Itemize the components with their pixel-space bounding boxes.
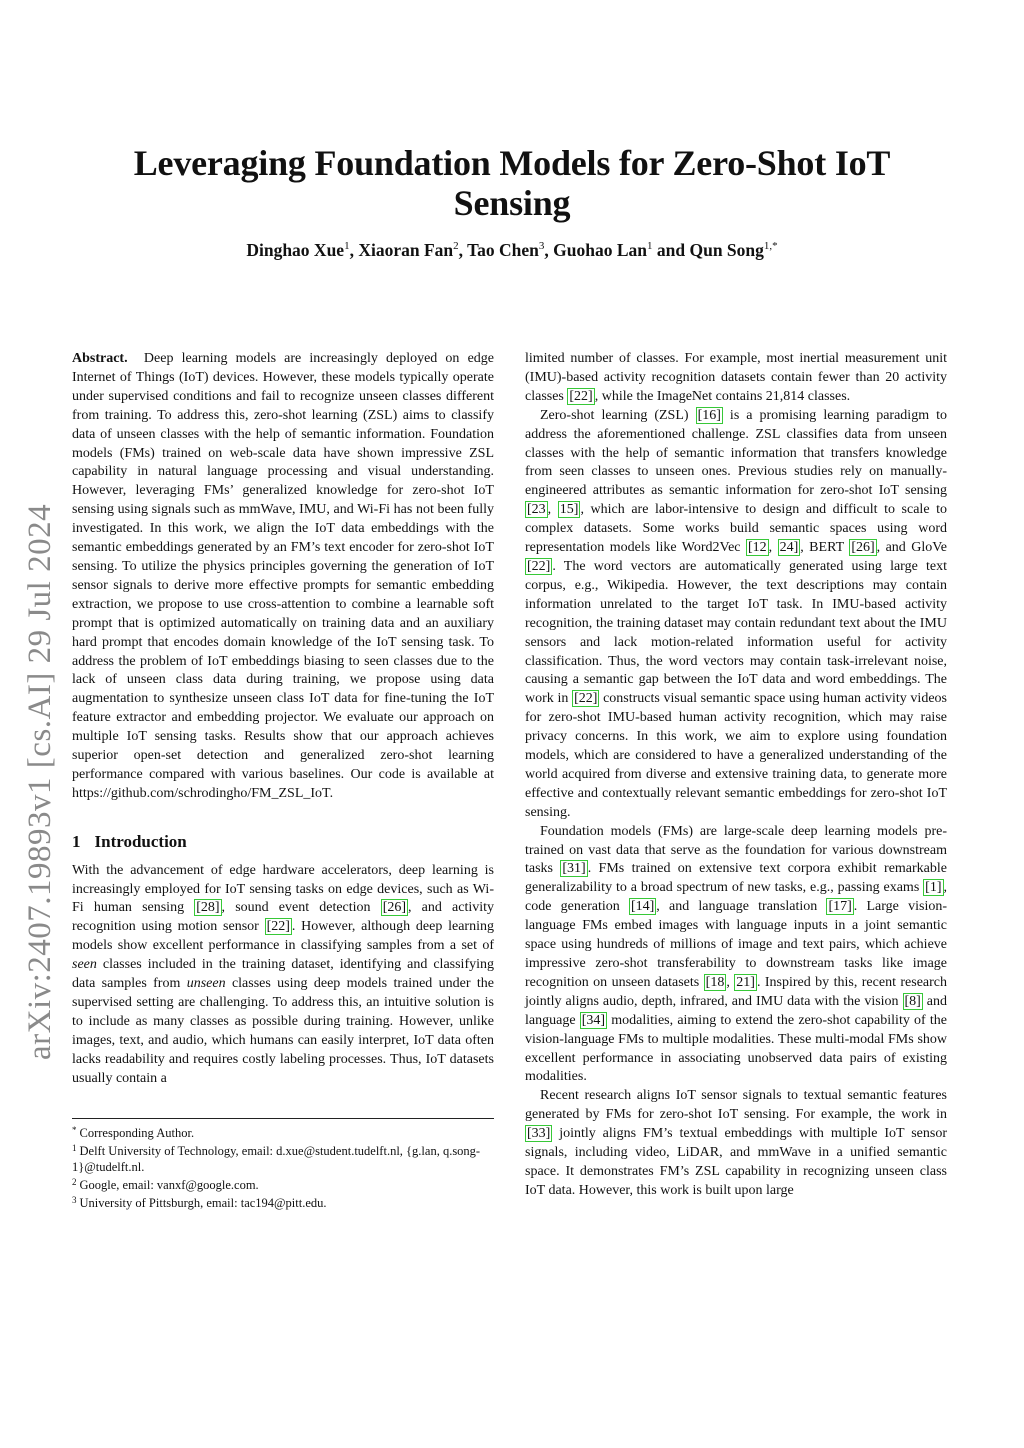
footnote-mark: 2 — [72, 1176, 77, 1187]
emphasis-text: unseen — [186, 976, 226, 992]
paper-title — [80, 143, 944, 223]
body-text: , BERT — [800, 540, 850, 556]
title-line-2: Sensing — [453, 183, 571, 223]
footnote — [72, 1193, 494, 1211]
author-name: Xiaoran Fan — [358, 240, 454, 260]
author-affiliation: 1 — [344, 240, 350, 252]
body-text: . The word vectors are automatically generated using large text corpus, e.g., Wikipedia. However, the text descriptions may contain information unrelated to the target IoT task. In IMU-based activity recognition, the training dataset may contain redundant text about the IMU sensors and lack motion-related information useful for activity classification. Thus, the word vectors may contain task-irrelevant noise, causing a semantic gap between the IoT data and word embeddings. The work in — [525, 558, 947, 707]
abstract — [72, 350, 494, 804]
author-and: and — [656, 240, 686, 260]
abstract-text: Deep learning models are increasingly deployed on edge Internet of Things (IoT) devices. However, these models typically operate under supervised conditions and fail to recognize unseen classes different from training. To address this, zero-shot learning (ZSL) aims to classify data of unseen classes with the help of semantic information. Foundation models (FMs) trained on web-scale data have shown impressive ZSL capability in natural language processing and visual understanding. However, leveraging FMs’ generalized knowledge for zero-shot IoT sensing using signals such as mmWave, IMU, and Wi-Fi has not been fully investigated. In this work, we align the IoT data embeddings with the semantic embeddings generated by an FM’s text encoder for zero-shot IoT sensing. To utilize the physics principles governing the generation of IoT sensor signals to derive more effective prompts for semantic embedding extraction, we propose to use cross-attention to combine a learnable soft prompt that is optimized automatically on training data and an auxiliary hard prompt that encodes domain knowledge of the IoT sensing task. To address the problem of IoT embeddings biasing to seen classes due to the lack of unseen class data during training, we propose using data augmentation to synthesize unseen class IoT data for fine-tuning the IoT feature extractor and embedding projector. We evaluate our approach on multiple IoT sensing tasks. Results show that our approach achieves superior open-set detection and generalized zero-shot learning performance compared with various baselines. Our code is available at https://github.com/schrodingho/FM_ZSL_IoT. — [72, 351, 495, 801]
body-text: , which are labor-intensive to design and difficult to scale to complex datasets. Some works build semantic spaces using word representation models like Word2Vec — [525, 502, 948, 556]
body-text: and language — [525, 993, 947, 1028]
citation-link[interactable]: [1] — [925, 880, 942, 896]
citation-link[interactable]: [18 — [705, 974, 725, 990]
body-text: limited number of classes. For example, most inertial measurement unit (IMU)-based activity recognition datasets contain fewer than 20 activity classes — [525, 351, 947, 404]
citation-link[interactable]: [22] — [527, 558, 551, 574]
author-name: Dinghao Xue — [246, 240, 345, 260]
body-text: , — [726, 974, 735, 990]
body-text: constructs visual semantic space using human activity videos for zero-shot IMU-based human activity recognition, which may raise privacy concerns. In this work, we aim to explore using foundation models, which are considered to have a generalized understanding of the world acquired from diverse and extensive training data, to generate more effective and contextually relevant semantic embeddings for zero-shot IoT sensing. — [525, 691, 947, 820]
footnote-mark: * — [72, 1125, 77, 1135]
citation-link[interactable]: [22] — [569, 388, 593, 404]
author-name: Qun Song — [689, 240, 764, 260]
abstract-heading: Abstract. — [72, 351, 128, 366]
citation-link[interactable]: [17] — [828, 899, 852, 915]
body-text: , sound event detection — [221, 900, 381, 916]
author-affiliation: 3 — [538, 240, 545, 252]
body-text: , code generation — [525, 880, 947, 915]
author-affiliation: 2 — [453, 240, 459, 252]
emphasis-text: seen — [72, 957, 97, 973]
body-text: . Large vision-language FMs embed images with language inputs in a joint semantic space using hundreds of millions of image and text pairs, which achieve impressive zero-shot transferability to downstream tasks like image recognition on unseen datasets — [525, 899, 948, 990]
citation-link[interactable]: [22] — [574, 691, 598, 707]
citation-link[interactable]: [26] — [382, 900, 407, 916]
footnote — [72, 1123, 494, 1141]
body-text: , — [768, 540, 778, 556]
body-text: classes using deep models trained under the supervised setting are challenging. To address this, an intuitive solution is to include as many classes as possible during training. However, unlike images, text, and audio, which humans can easily interpret, IoT data often lacks readability and requires costly labeling processes. Thus, IoT datasets usually contain a — [72, 976, 494, 1086]
citation-link[interactable]: [8] — [904, 993, 921, 1009]
body-text: , and activity recognition using motion sensor — [72, 900, 495, 935]
citation-link[interactable]: [23 — [527, 502, 546, 518]
citation-link[interactable]: [22] — [266, 919, 290, 935]
body-text: , and GloVe — [876, 540, 947, 556]
body-text: jointly aligns FM’s textual embeddings with multiple IoT sensor signals, including video, LiDAR, and mmWave in a unified semantic space. It demonstrates FM’s ZSL capability in recognizing unseen class IoT data. However, this work is built upon large — [525, 1126, 947, 1198]
author-affiliation-corresponding[interactable]: 1,* — [763, 240, 778, 252]
citation-link[interactable]: [31] — [562, 861, 586, 877]
section-number: 1 — [72, 831, 81, 851]
body-paragraph — [525, 407, 947, 823]
body-text: Foundation models (FMs) are large-scale deep learning models pre-trained on vast data that serve as the foundation for various downstream tasks — [525, 823, 947, 877]
body-text: , — [547, 502, 558, 518]
footnote-text: Google, email: vanxf@google.com. — [79, 1177, 259, 1192]
arxiv-identifier[interactable]: arXiv:2407.19893v1 [cs.AI] 29 Jul 2024 — [22, 503, 58, 1060]
citation-link[interactable]: 21] — [736, 974, 755, 990]
author-name: Tao Chen — [467, 240, 539, 260]
footnote-text: Delft University of Technology, email: d.xue@student.tudelft.nl, {g.lan, q.song-1}@tudelft.nl. — [72, 1144, 481, 1174]
citation-link[interactable]: 15] — [559, 502, 579, 518]
body-text: , and language translation — [656, 899, 827, 915]
author-name: Guohao Lan — [553, 240, 647, 260]
body-text: With the advancement of edge hardware accelerators, deep learning is increasingly employed for IoT sensing tasks on edge devices, such as Wi-Fi human sensing — [72, 862, 494, 916]
footnote — [72, 1141, 494, 1175]
body-text: Zero-shot learning (ZSL) — [540, 407, 696, 423]
footnote — [72, 1175, 494, 1193]
footnote-mark: 1 — [72, 1143, 77, 1154]
footnote-text: Corresponding Author. — [79, 1126, 195, 1140]
citation-link[interactable]: [26] — [851, 540, 875, 556]
footnotes — [72, 1118, 494, 1211]
citation-link[interactable]: [12 — [747, 540, 767, 556]
author-list: Dinghao Xue$^1$, Xiaoran Fan$^2$, Tao Chen$^3$, Guohao Lan$^1$ and Qun Song$^{1,*}$ — [246, 240, 778, 260]
section-heading-introduction — [72, 833, 494, 852]
body-text: , while the ImageNet contains 21,814 classes. — [594, 388, 851, 404]
body-paragraph — [525, 350, 947, 407]
body-text: modalities, aiming to extend the zero-shot capability of the vision-language FMs to multiple modalities. These multi-modal FMs show excellent performance in associating unobserved data pairs of existing modalities. — [525, 1012, 948, 1085]
body-text: classes included in the training dataset, identifying and classifying data samples from — [72, 957, 494, 992]
title-line-1: Leveraging Foundation Models for Zero-Shot IoT — [133, 143, 891, 183]
footnote-text: University of Pittsburgh, email: tac194@pitt.edu. — [79, 1196, 327, 1211]
citation-link[interactable]: [14] — [630, 899, 655, 915]
body-text: Recent research aligns IoT sensor signals to textual semantic features generated by FMs for zero-shot IoT sensing. For example, the work in — [525, 1088, 947, 1123]
citation-link[interactable]: 24] — [779, 540, 799, 556]
citation-link[interactable]: [16] — [697, 407, 721, 423]
citation-link[interactable]: [34] — [581, 1012, 606, 1028]
body-paragraph — [525, 1087, 947, 1200]
left-column — [72, 350, 494, 1089]
section-title: Introduction — [94, 831, 187, 851]
body-text: is a promising learning paradigm to address the aforementioned challenge. ZSL classifies data from unseen classes with the help of semantic information that transfers knowledge from seen classes to unseen ones. Previous studies rely on manually-engineered attributes as semantic information for zero-shot IoT sensing — [525, 407, 947, 499]
citation-link[interactable]: [33] — [527, 1126, 551, 1142]
right-column — [525, 350, 947, 1201]
body-paragraph — [525, 823, 947, 1088]
body-text: . FMs trained on extensive text corpora exhibit remarkable generalizability to a broad spectrum of new tasks, e.g., passing exams — [525, 861, 948, 896]
citation-link[interactable]: [28] — [196, 900, 220, 916]
author-affiliation: 1 — [647, 240, 653, 252]
body-text: . However, although deep learning models show excellent performance in classifying samples from a set of — [72, 919, 494, 954]
body-text: . Inspired by this, recent research jointly aligns audio, depth, infrared, and IMU data with the vision — [525, 974, 948, 1009]
intro-paragraph — [72, 862, 494, 1089]
footnote-mark: 3 — [72, 1195, 77, 1206]
